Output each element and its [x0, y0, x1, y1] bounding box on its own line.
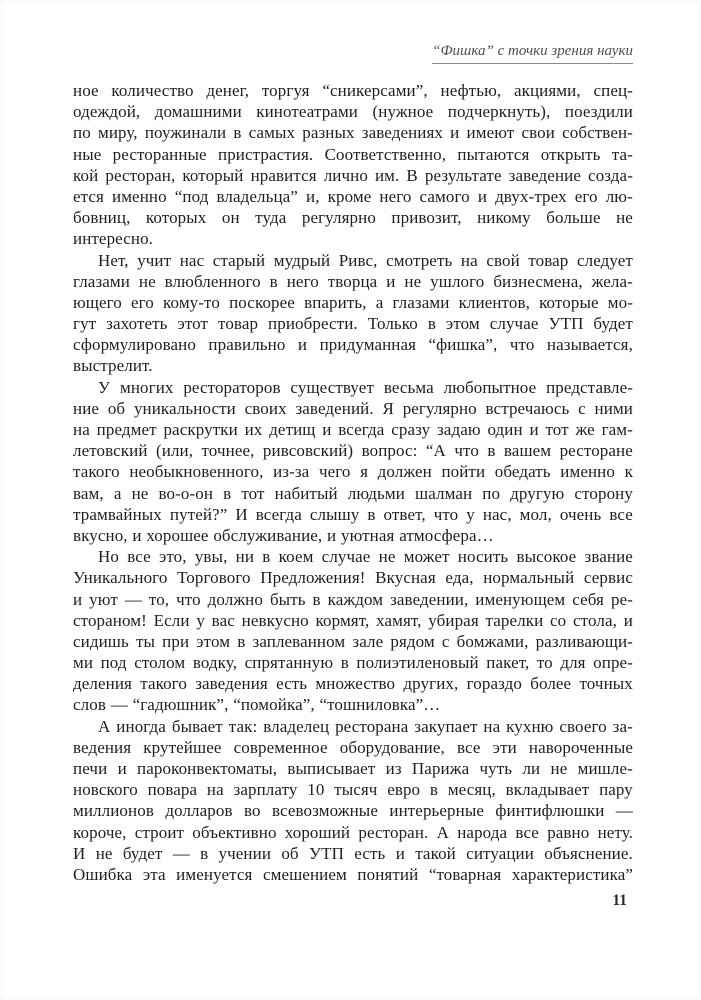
paragraph: [73, 716, 633, 886]
text-line: слов — “гадюшник”, “помойка”, “тошниловка”…: [73, 695, 441, 715]
text-line: А иногда бывает так: владелец ресторана закупает на кухню своего за-: [98, 716, 633, 736]
text-line: короче, строит объективно хороший ресторан. А народа все равно нету.: [73, 822, 633, 842]
paragraph: [73, 250, 633, 377]
text-line: ное количество денег, торгуя “сникерсами”, нефтью, акциями, спец-: [73, 81, 633, 100]
text-line: ные ресторанные пристрастия. Соответственно, пытаются открыть та-: [73, 144, 633, 164]
text-line: одеждой, домашними кинотеатрами (нужное подчеркнуть), поездили: [73, 102, 633, 122]
page-body: [73, 80, 633, 885]
text-line: по миру, поужинали в самых разных заведениях и имеют свои собствен-: [73, 123, 633, 143]
text-line: печи и пароконвектоматы, выписывает из Парижа чуть ли не мишле-: [73, 759, 633, 778]
text-line: новского повара на зарплату 10 тысяч евро в месяц, вкладывает пару: [73, 780, 633, 800]
text-line: и уют — то, что должно быть в каждом заведении, именующем себя ре-: [73, 589, 633, 609]
text-line: миллионов долларов во всевозможные интерьерные финтифлюшки —: [73, 801, 633, 821]
running-header: [73, 42, 633, 64]
paragraph: [73, 546, 633, 716]
text-line: глазами не влюбленного в него творца и не ушлого бизнесмена, жела-: [73, 271, 633, 291]
text-line: Уникального Торгового Предложения! Вкусная еда, нормальный сервис: [73, 568, 633, 588]
text-line: гут захотеть этот товар приобрести. Только в этом случае УТП будет: [73, 314, 633, 334]
text-line: стораном! Если у вас невкусно кормят, хамят, убирая тарелки со стола, и: [73, 610, 633, 630]
text-line: сидишь ты при этом в заплеванном зале рядом с бомжами, разливающи-: [73, 631, 633, 651]
text-line: ющего его кому-то поскорее впарить, а глазами клиентов, которые мо-: [73, 292, 633, 312]
text-line: И не будет — в учении об УТП есть и такой ситуации объяснение.: [73, 843, 633, 863]
text-line: сформулировано правильно и придуманная “фишка”, что называется,: [73, 335, 633, 355]
text-line: ется именно “под владельца” и, кроме него самого и двух-трех его лю-: [73, 186, 633, 206]
text-line: Нет, учит нас старый мудрый Ривс, смотреть на свой товар следует: [98, 250, 633, 270]
text-line: вам, а не во-о-он в тот набитый людьми шалман по другую сторону: [73, 483, 633, 503]
page-number: 11: [612, 892, 627, 910]
text-line: трамвайных путей?” И всегда слышу в ответ, что у нас, мол, очень все: [73, 504, 633, 524]
text-line: Но все это, увы, ни в коем случае не может носить высокое звание: [98, 547, 633, 567]
text-line: на предмет раскрутки их детищ и всегда сразу задаю один и тот же гам-: [73, 420, 633, 439]
text-line: выстрелит.: [73, 356, 153, 376]
text-line: ведения крутейшее современное оборудование, все эти навороченные: [73, 737, 633, 757]
text-line: кой ресторан, который нравится лично им. В результате заведение созда-: [73, 165, 633, 185]
running-header-title: “Фишка” с точки зрения науки: [432, 42, 633, 64]
text-line: деления такого заведения есть множество других, гораздо более точных: [73, 674, 633, 694]
text-line: вкусно, и хорошее обслуживание, и уютная атмосфера…: [73, 525, 494, 545]
paragraph: [73, 80, 633, 250]
text-line: интересно.: [73, 229, 154, 249]
text-line: Ошибка эта именуется смешением понятий “товарная характеристика”: [73, 864, 633, 884]
text-line: летовский (или, точнее, ривсовский) вопрос: “А что в вашем ресторане: [73, 441, 633, 461]
text-line: ми под столом водку, спрятанную в полиэтиленовый пакет, то для опре-: [73, 653, 633, 673]
text-line: бовниц, которых он туда регулярно привозит, никому больше не: [73, 208, 633, 228]
paragraph: [73, 377, 633, 547]
text-line: такого необыкновенного, из-за чего я должен пойти обедать именно к: [73, 462, 633, 482]
text-line: У многих рестораторов существует весьма любопытное представле-: [98, 377, 633, 397]
text-line: ние об уникальности своих заведений. Я регулярно встречаюсь с ними: [73, 398, 633, 418]
